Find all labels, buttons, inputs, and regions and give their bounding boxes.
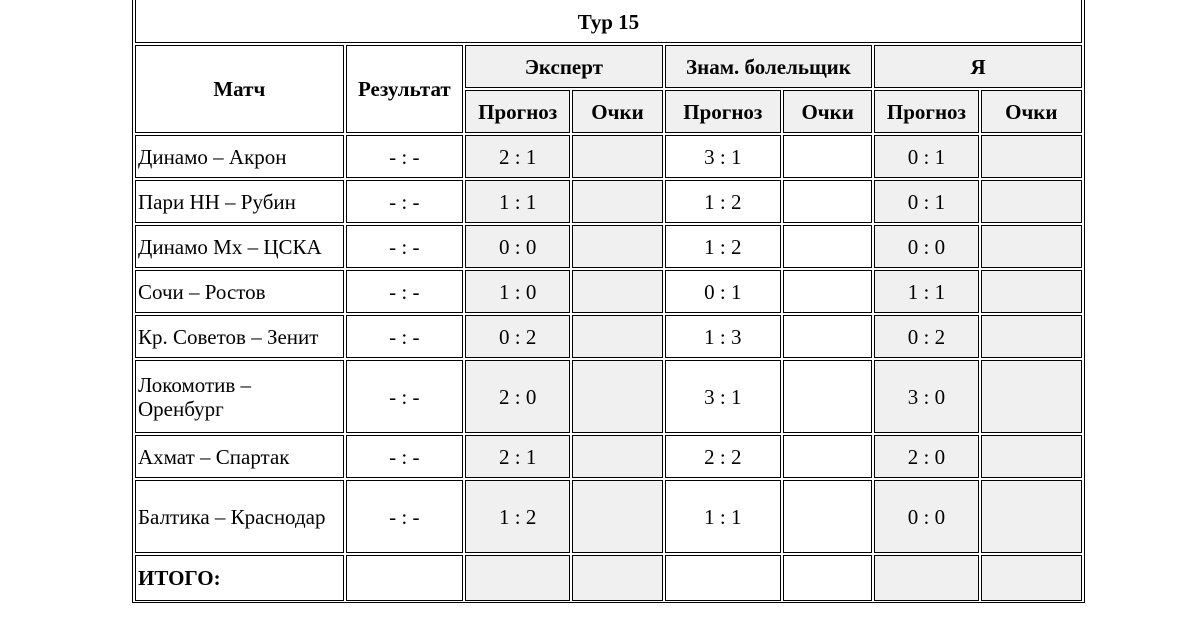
match-name: Балтика – Краснодар <box>135 480 344 553</box>
total-label: ИТОГО: <box>135 555 344 601</box>
expert-prognoz: 1 : 0 <box>465 270 570 313</box>
fan-ochki <box>783 270 872 313</box>
fan-prognoz: 1 : 2 <box>665 180 781 223</box>
expert-prognoz: 1 : 1 <box>465 180 570 223</box>
me-ochki <box>981 435 1082 478</box>
me-prognoz: 1 : 1 <box>874 270 978 313</box>
match-result: - : - <box>346 435 463 478</box>
expert-ochki <box>572 480 662 553</box>
me-prognoz: 0 : 0 <box>874 225 978 268</box>
match-name: Кр. Советов – Зенит <box>135 315 344 358</box>
me-ochki <box>981 480 1082 553</box>
forecast-table-container <box>132 0 1085 603</box>
me-ochki <box>981 135 1082 178</box>
match-result: - : - <box>346 180 463 223</box>
total-expert-ochki <box>572 555 662 601</box>
total-expert-prognoz <box>465 555 570 601</box>
expert-ochki <box>572 180 662 223</box>
match-name: Сочи – Ростов <box>135 270 344 313</box>
me-ochki <box>981 180 1082 223</box>
me-ochki <box>981 270 1082 313</box>
header-me: Я <box>874 45 1082 88</box>
me-ochki <box>981 360 1082 433</box>
table-row <box>135 180 1082 223</box>
header-expert-ochki: Очки <box>572 90 662 133</box>
fan-prognoz: 3 : 1 <box>665 360 781 433</box>
header-result: Результат <box>346 45 463 133</box>
header-fan-prognoz: Прогноз <box>665 90 781 133</box>
expert-prognoz: 1 : 2 <box>465 480 570 553</box>
header-expert: Эксперт <box>465 45 663 88</box>
fan-ochki <box>783 180 872 223</box>
fan-prognoz: 1 : 2 <box>665 225 781 268</box>
expert-prognoz: 0 : 0 <box>465 225 570 268</box>
header-me-ochki: Очки <box>981 90 1082 133</box>
table-row <box>135 435 1082 478</box>
table-row <box>135 135 1082 178</box>
match-result: - : - <box>346 480 463 553</box>
match-name: Динамо Мх – ЦСКА <box>135 225 344 268</box>
match-result: - : - <box>346 225 463 268</box>
total-fan-prognoz <box>665 555 781 601</box>
match-result: - : - <box>346 360 463 433</box>
fan-prognoz: 1 : 3 <box>665 315 781 358</box>
header-fan-ochki: Очки <box>783 90 872 133</box>
table-row <box>135 225 1082 268</box>
header-me-prognoz: Прогноз <box>874 90 978 133</box>
total-result <box>346 555 463 601</box>
match-name: Динамо – Акрон <box>135 135 344 178</box>
match-result: - : - <box>346 315 463 358</box>
expert-ochki <box>572 135 662 178</box>
table-row <box>135 480 1082 553</box>
total-row <box>135 555 1082 601</box>
me-prognoz: 0 : 1 <box>874 135 978 178</box>
expert-prognoz: 2 : 0 <box>465 360 570 433</box>
table-row <box>135 270 1082 313</box>
header-fan: Знам. болельщик <box>665 45 873 88</box>
me-prognoz: 2 : 0 <box>874 435 978 478</box>
fan-prognoz: 1 : 1 <box>665 480 781 553</box>
expert-ochki <box>572 360 662 433</box>
expert-ochki <box>572 270 662 313</box>
fan-prognoz: 0 : 1 <box>665 270 781 313</box>
me-prognoz: 3 : 0 <box>874 360 978 433</box>
header-match: Матч <box>135 45 344 133</box>
fan-ochki <box>783 360 872 433</box>
round-title: Тур 15 <box>135 0 1082 43</box>
expert-prognoz: 0 : 2 <box>465 315 570 358</box>
expert-ochki <box>572 435 662 478</box>
expert-ochki <box>572 315 662 358</box>
forecast-table <box>133 0 1084 603</box>
fan-prognoz: 2 : 2 <box>665 435 781 478</box>
total-me-ochki <box>981 555 1082 601</box>
total-fan-ochki <box>783 555 872 601</box>
me-ochki <box>981 225 1082 268</box>
me-prognoz: 0 : 1 <box>874 180 978 223</box>
match-name: Ахмат – Спартак <box>135 435 344 478</box>
fan-ochki <box>783 480 872 553</box>
expert-prognoz: 2 : 1 <box>465 435 570 478</box>
expert-prognoz: 2 : 1 <box>465 135 570 178</box>
fan-ochki <box>783 225 872 268</box>
expert-ochki <box>572 225 662 268</box>
header-expert-prognoz: Прогноз <box>465 90 570 133</box>
match-name: Пари НН – Рубин <box>135 180 344 223</box>
fan-ochki <box>783 315 872 358</box>
match-result: - : - <box>346 135 463 178</box>
fan-ochki <box>783 135 872 178</box>
fan-ochki <box>783 435 872 478</box>
table-row <box>135 315 1082 358</box>
table-row <box>135 360 1082 433</box>
me-ochki <box>981 315 1082 358</box>
match-name: Локомотив – Оренбург <box>135 360 344 433</box>
me-prognoz: 0 : 0 <box>874 480 978 553</box>
me-prognoz: 0 : 2 <box>874 315 978 358</box>
match-result: - : - <box>346 270 463 313</box>
total-me-prognoz <box>874 555 978 601</box>
fan-prognoz: 3 : 1 <box>665 135 781 178</box>
